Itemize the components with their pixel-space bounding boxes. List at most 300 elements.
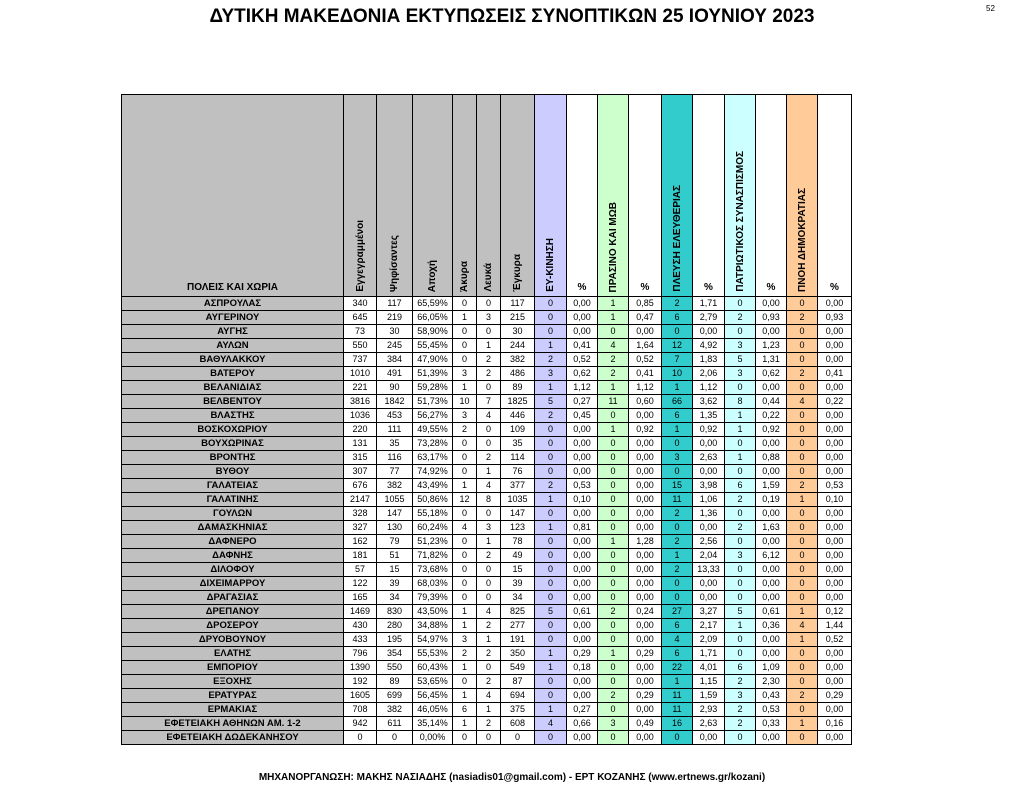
prasino-pct: 0,00 (629, 661, 662, 675)
blank-cell: 4 (477, 689, 501, 703)
invalid-cell: 1 (453, 479, 477, 493)
voted-cell: 111 (377, 423, 413, 437)
patriotikos-pct: 1,63 (756, 521, 787, 535)
plefsi-pct: 0,00 (693, 591, 725, 605)
table-row (122, 381, 852, 395)
table-row (122, 479, 852, 493)
prasino-pct: 0,00 (629, 619, 662, 633)
pnoi-pct: 0,00 (818, 423, 852, 437)
patriotikos-votes: 0 (725, 731, 756, 745)
ey-kinisi-pct: 0,81 (567, 521, 598, 535)
plefsi-votes: 16 (662, 717, 693, 731)
blank-cell: 4 (477, 605, 501, 619)
patriotikos-votes: 0 (725, 563, 756, 577)
prasino-pct: 0,00 (629, 633, 662, 647)
patriotikos-votes: 3 (725, 339, 756, 353)
ey-kinisi-votes: 0 (535, 325, 567, 339)
prasino-votes: 0 (598, 591, 629, 605)
registered-cell: 645 (344, 311, 377, 325)
plefsi-votes: 0 (662, 521, 693, 535)
pnoi-votes: 0 (787, 423, 818, 437)
pnoi-votes: 0 (787, 731, 818, 745)
patriotikos-votes: 5 (725, 353, 756, 367)
pnoi-pct: 0,00 (818, 563, 852, 577)
place-name: ΓΑΛΑΤΙΝΗΣ (122, 493, 344, 507)
invalid-cell: 0 (453, 339, 477, 353)
table-row (122, 605, 852, 619)
pnoi-votes: 0 (787, 703, 818, 717)
valid-cell: 147 (501, 507, 535, 521)
abstention-cell: 56,45% (413, 689, 453, 703)
blank-cell: 2 (477, 717, 501, 731)
pnoi-pct: 0,29 (818, 689, 852, 703)
patriotikos-votes: 2 (725, 717, 756, 731)
abstention-cell: 56,27% (413, 409, 453, 423)
invalid-cell: 1 (453, 619, 477, 633)
registered-cell: 708 (344, 703, 377, 717)
ey-kinisi-pct: 0,00 (567, 689, 598, 703)
prasino-votes: 0 (598, 633, 629, 647)
pnoi-pct: 0,00 (818, 339, 852, 353)
prasino-pct: 0,00 (629, 493, 662, 507)
plefsi-pct: 2,93 (693, 703, 725, 717)
registered-cell: 307 (344, 465, 377, 479)
prasino-votes: 0 (598, 563, 629, 577)
place-name: ΔΡΥΟΒΟΥΝΟΥ (122, 633, 344, 647)
ey-kinisi-votes: 0 (535, 633, 567, 647)
prasino-pct: 0,00 (629, 521, 662, 535)
pnoi-pct: 0,00 (818, 353, 852, 367)
pnoi-votes: 0 (787, 549, 818, 563)
registered-cell: 57 (344, 563, 377, 577)
abstention-cell: 55,18% (413, 507, 453, 521)
prasino-votes: 0 (598, 451, 629, 465)
ey-kinisi-votes: 1 (535, 703, 567, 717)
place-name: ΕΦΕΤΕΙΑΚΗ ΔΩΔΕΚΑΝΗΣΟΥ (122, 731, 344, 745)
place-name: ΑΥΓΗΣ (122, 325, 344, 339)
place-name: ΓΟΥΛΩΝ (122, 507, 344, 521)
header-abstention: Αποχή (413, 95, 453, 297)
invalid-cell: 1 (453, 717, 477, 731)
registered-cell: 122 (344, 577, 377, 591)
table-row (122, 297, 852, 311)
ey-kinisi-pct: 1,12 (567, 381, 598, 395)
valid-cell: 39 (501, 577, 535, 591)
ey-kinisi-pct: 0,00 (567, 675, 598, 689)
invalid-cell: 3 (453, 367, 477, 381)
ey-kinisi-pct: 0,00 (567, 549, 598, 563)
blank-cell: 2 (477, 451, 501, 465)
patriotikos-pct: 2,30 (756, 675, 787, 689)
prasino-votes: 1 (598, 297, 629, 311)
abstention-cell: 66,05% (413, 311, 453, 325)
ey-kinisi-votes: 0 (535, 675, 567, 689)
place-name: ΔΑΦΝΗΣ (122, 549, 344, 563)
ey-kinisi-pct: 0,00 (567, 619, 598, 633)
place-name: ΔΑΜΑΣΚΗΝΙΑΣ (122, 521, 344, 535)
pnoi-pct: 0,00 (818, 507, 852, 521)
patriotikos-votes: 0 (725, 297, 756, 311)
pnoi-pct: 0,53 (818, 479, 852, 493)
prasino-votes: 0 (598, 521, 629, 535)
table-row (122, 325, 852, 339)
valid-cell: 549 (501, 661, 535, 675)
header-pct: % (693, 95, 725, 297)
header-pct: % (629, 95, 662, 297)
ey-kinisi-votes: 0 (535, 591, 567, 605)
place-name: ΔΡΑΓΑΣΙΑΣ (122, 591, 344, 605)
pnoi-votes: 0 (787, 353, 818, 367)
table-row (122, 521, 852, 535)
patriotikos-pct: 6,12 (756, 549, 787, 563)
patriotikos-pct: 0,62 (756, 367, 787, 381)
prasino-votes: 0 (598, 493, 629, 507)
pnoi-votes: 0 (787, 521, 818, 535)
ey-kinisi-votes: 1 (535, 521, 567, 535)
valid-cell: 87 (501, 675, 535, 689)
registered-cell: 340 (344, 297, 377, 311)
valid-cell: 1825 (501, 395, 535, 409)
place-name: ΕΦΕΤΕΙΑΚΗ ΑΘΗΝΩΝ ΑΜ. 1-2 (122, 717, 344, 731)
prasino-pct: 0,92 (629, 423, 662, 437)
table-row (122, 353, 852, 367)
patriotikos-pct: 0,33 (756, 717, 787, 731)
pnoi-pct: 0,00 (818, 591, 852, 605)
pnoi-votes: 0 (787, 577, 818, 591)
voted-cell: 51 (377, 549, 413, 563)
voted-cell: 39 (377, 577, 413, 591)
ey-kinisi-votes: 2 (535, 353, 567, 367)
plefsi-pct: 2,63 (693, 717, 725, 731)
patriotikos-votes: 0 (725, 633, 756, 647)
place-name: ΒΕΛΑΝΙΔΙΑΣ (122, 381, 344, 395)
prasino-votes: 2 (598, 367, 629, 381)
patriotikos-pct: 0,00 (756, 535, 787, 549)
pnoi-votes: 0 (787, 409, 818, 423)
page-number: 52 (986, 4, 995, 13)
table-row (122, 507, 852, 521)
prasino-pct: 0,60 (629, 395, 662, 409)
plefsi-votes: 7 (662, 353, 693, 367)
pnoi-pct: 0,00 (818, 703, 852, 717)
valid-cell: 76 (501, 465, 535, 479)
plefsi-pct: 0,00 (693, 521, 725, 535)
voted-cell: 354 (377, 647, 413, 661)
prasino-votes: 2 (598, 689, 629, 703)
prasino-pct: 0,49 (629, 717, 662, 731)
abstention-cell: 73,28% (413, 437, 453, 451)
voted-cell: 30 (377, 325, 413, 339)
plefsi-votes: 11 (662, 703, 693, 717)
plefsi-pct: 1,59 (693, 689, 725, 703)
plefsi-votes: 0 (662, 465, 693, 479)
blank-cell: 4 (477, 479, 501, 493)
table-row (122, 647, 852, 661)
table-row (122, 633, 852, 647)
table-row (122, 619, 852, 633)
patriotikos-pct: 0,00 (756, 563, 787, 577)
voted-cell: 382 (377, 479, 413, 493)
ey-kinisi-pct: 0,00 (567, 535, 598, 549)
pnoi-pct: 0,00 (818, 297, 852, 311)
abstention-cell: 71,82% (413, 549, 453, 563)
registered-cell: 73 (344, 325, 377, 339)
voted-cell: 1842 (377, 395, 413, 409)
prasino-pct: 0,41 (629, 367, 662, 381)
registered-cell: 220 (344, 423, 377, 437)
pnoi-votes: 0 (787, 325, 818, 339)
plefsi-pct: 13,33 (693, 563, 725, 577)
plefsi-votes: 2 (662, 297, 693, 311)
place-name: ΔΡΕΠΑΝΟΥ (122, 605, 344, 619)
plefsi-votes: 0 (662, 437, 693, 451)
prasino-pct: 0,24 (629, 605, 662, 619)
registered-cell: 796 (344, 647, 377, 661)
invalid-cell: 10 (453, 395, 477, 409)
header-patriotikos: ΠΑΤΡΙΩΤΙΚΟΣ ΣΥΝΑΣΠΙΣΜΟΣ (725, 95, 756, 297)
invalid-cell: 3 (453, 633, 477, 647)
voted-cell: 382 (377, 703, 413, 717)
abstention-cell: 51,73% (413, 395, 453, 409)
invalid-cell: 2 (453, 423, 477, 437)
ey-kinisi-pct: 0,00 (567, 465, 598, 479)
pnoi-votes: 4 (787, 395, 818, 409)
ey-kinisi-pct: 0,00 (567, 451, 598, 465)
plefsi-votes: 0 (662, 325, 693, 339)
place-name: ΑΥΓΕΡΙΝΟΥ (122, 311, 344, 325)
plefsi-pct: 0,00 (693, 325, 725, 339)
ey-kinisi-votes: 0 (535, 465, 567, 479)
valid-cell: 244 (501, 339, 535, 353)
patriotikos-votes: 3 (725, 689, 756, 703)
blank-cell: 7 (477, 395, 501, 409)
plefsi-votes: 11 (662, 689, 693, 703)
blank-cell: 2 (477, 675, 501, 689)
ey-kinisi-pct: 0,00 (567, 311, 598, 325)
pnoi-votes: 4 (787, 619, 818, 633)
valid-cell: 15 (501, 563, 535, 577)
invalid-cell: 0 (453, 465, 477, 479)
ey-kinisi-votes: 0 (535, 437, 567, 451)
registered-cell: 181 (344, 549, 377, 563)
ey-kinisi-pct: 0,10 (567, 493, 598, 507)
abstention-cell: 35,14% (413, 717, 453, 731)
patriotikos-pct: 0,00 (756, 577, 787, 591)
patriotikos-votes: 8 (725, 395, 756, 409)
blank-cell: 8 (477, 493, 501, 507)
registered-cell: 942 (344, 717, 377, 731)
abstention-cell: 73,68% (413, 563, 453, 577)
ey-kinisi-pct: 0,27 (567, 395, 598, 409)
plefsi-pct: 2,79 (693, 311, 725, 325)
header-places: ΠΟΛΕΙΣ ΚΑΙ ΧΩΡΙΑ (122, 95, 344, 297)
valid-cell: 89 (501, 381, 535, 395)
prasino-pct: 0,00 (629, 563, 662, 577)
header-invalid: Άκυρα (453, 95, 477, 297)
abstention-cell: 47,90% (413, 353, 453, 367)
registered-cell: 165 (344, 591, 377, 605)
voted-cell: 117 (377, 297, 413, 311)
prasino-votes: 0 (598, 661, 629, 675)
ey-kinisi-pct: 0,27 (567, 703, 598, 717)
prasino-votes: 0 (598, 409, 629, 423)
place-name: ΔΙΧΕΙΜΑΡΡΟΥ (122, 577, 344, 591)
blank-cell: 2 (477, 647, 501, 661)
blank-cell: 1 (477, 535, 501, 549)
blank-cell: 0 (477, 325, 501, 339)
plefsi-votes: 6 (662, 311, 693, 325)
pnoi-pct: 0,41 (818, 367, 852, 381)
voted-cell: 699 (377, 689, 413, 703)
registered-cell: 1469 (344, 605, 377, 619)
ey-kinisi-pct: 0,41 (567, 339, 598, 353)
abstention-cell: 60,24% (413, 521, 453, 535)
pnoi-pct: 0,00 (818, 549, 852, 563)
plefsi-pct: 3,62 (693, 395, 725, 409)
plefsi-pct: 4,92 (693, 339, 725, 353)
voted-cell: 147 (377, 507, 413, 521)
voted-cell: 89 (377, 675, 413, 689)
blank-cell: 1 (477, 703, 501, 717)
table-row (122, 689, 852, 703)
voted-cell: 245 (377, 339, 413, 353)
prasino-pct: 0,00 (629, 437, 662, 451)
header-voted: Ψηφίσαντες (377, 95, 413, 297)
invalid-cell: 4 (453, 521, 477, 535)
pnoi-votes: 2 (787, 311, 818, 325)
ey-kinisi-votes: 5 (535, 395, 567, 409)
pnoi-pct: 0,22 (818, 395, 852, 409)
place-name: ΒΟΥΧΩΡΙΝΑΣ (122, 437, 344, 451)
ey-kinisi-pct: 0,29 (567, 647, 598, 661)
valid-cell: 608 (501, 717, 535, 731)
patriotikos-votes: 0 (725, 591, 756, 605)
registered-cell: 328 (344, 507, 377, 521)
patriotikos-votes: 6 (725, 661, 756, 675)
invalid-cell: 0 (453, 563, 477, 577)
pnoi-pct: 0,16 (818, 717, 852, 731)
ey-kinisi-votes: 3 (535, 367, 567, 381)
pnoi-votes: 1 (787, 605, 818, 619)
blank-cell: 0 (477, 591, 501, 605)
header-pct: % (756, 95, 787, 297)
table-row (122, 703, 852, 717)
place-name: ΑΥΛΩΝ (122, 339, 344, 353)
patriotikos-votes: 0 (725, 577, 756, 591)
blank-cell: 0 (477, 381, 501, 395)
place-name: ΕΛΑΤΗΣ (122, 647, 344, 661)
blank-cell: 0 (477, 661, 501, 675)
valid-cell: 34 (501, 591, 535, 605)
pnoi-votes: 0 (787, 297, 818, 311)
registered-cell: 1605 (344, 689, 377, 703)
plefsi-pct: 1,36 (693, 507, 725, 521)
registered-cell: 315 (344, 451, 377, 465)
pnoi-pct: 0,10 (818, 493, 852, 507)
ey-kinisi-votes: 0 (535, 311, 567, 325)
voted-cell: 77 (377, 465, 413, 479)
voted-cell: 453 (377, 409, 413, 423)
pnoi-pct: 0,00 (818, 647, 852, 661)
patriotikos-pct: 0,36 (756, 619, 787, 633)
pnoi-votes: 0 (787, 507, 818, 521)
abstention-cell: 59,28% (413, 381, 453, 395)
prasino-pct: 0,00 (629, 409, 662, 423)
prasino-pct: 0,00 (629, 731, 662, 745)
blank-cell: 0 (477, 731, 501, 745)
table-row (122, 591, 852, 605)
place-name: ΕΡΑΤΥΡΑΣ (122, 689, 344, 703)
table-row (122, 409, 852, 423)
plefsi-pct: 0,00 (693, 437, 725, 451)
table-row (122, 451, 852, 465)
invalid-cell: 0 (453, 591, 477, 605)
pnoi-votes: 0 (787, 675, 818, 689)
registered-cell: 1036 (344, 409, 377, 423)
plefsi-votes: 27 (662, 605, 693, 619)
plefsi-pct: 2,56 (693, 535, 725, 549)
pnoi-votes: 2 (787, 479, 818, 493)
prasino-pct: 0,00 (629, 549, 662, 563)
place-name: ΒΟΣΚΟΧΩΡΙΟΥ (122, 423, 344, 437)
ey-kinisi-pct: 0,00 (567, 591, 598, 605)
prasino-pct: 1,64 (629, 339, 662, 353)
ey-kinisi-votes: 4 (535, 717, 567, 731)
plefsi-votes: 4 (662, 633, 693, 647)
pnoi-pct: 0,00 (818, 451, 852, 465)
registered-cell: 131 (344, 437, 377, 451)
results-table (121, 94, 852, 745)
table-row (122, 563, 852, 577)
patriotikos-votes: 3 (725, 367, 756, 381)
plefsi-votes: 0 (662, 577, 693, 591)
plefsi-votes: 12 (662, 339, 693, 353)
patriotikos-pct: 1,59 (756, 479, 787, 493)
blank-cell: 4 (477, 409, 501, 423)
abstention-cell: 34,88% (413, 619, 453, 633)
pnoi-votes: 0 (787, 535, 818, 549)
patriotikos-pct: 0,00 (756, 731, 787, 745)
plefsi-pct: 1,06 (693, 493, 725, 507)
patriotikos-pct: 0,00 (756, 325, 787, 339)
ey-kinisi-votes: 2 (535, 409, 567, 423)
blank-cell: 0 (477, 507, 501, 521)
valid-cell: 277 (501, 619, 535, 633)
ey-kinisi-pct: 0,00 (567, 633, 598, 647)
abstention-cell: 74,92% (413, 465, 453, 479)
pnoi-votes: 1 (787, 493, 818, 507)
pnoi-pct: 0,00 (818, 661, 852, 675)
registered-cell: 676 (344, 479, 377, 493)
valid-cell: 114 (501, 451, 535, 465)
ey-kinisi-pct: 0,00 (567, 297, 598, 311)
plefsi-votes: 6 (662, 409, 693, 423)
abstention-cell: 51,23% (413, 535, 453, 549)
invalid-cell: 3 (453, 409, 477, 423)
prasino-pct: 0,00 (629, 577, 662, 591)
prasino-votes: 0 (598, 437, 629, 451)
pnoi-pct: 0,00 (818, 381, 852, 395)
plefsi-votes: 0 (662, 731, 693, 745)
abstention-cell: 43,49% (413, 479, 453, 493)
plefsi-pct: 1,71 (693, 297, 725, 311)
header-prasino: ΠΡΑΣΙΝΟ ΚΑΙ ΜΩΒ (598, 95, 629, 297)
patriotikos-votes: 1 (725, 451, 756, 465)
place-name: ΔΙΛΟΦΟΥ (122, 563, 344, 577)
ey-kinisi-pct: 0,00 (567, 731, 598, 745)
patriotikos-votes: 1 (725, 409, 756, 423)
ey-kinisi-votes: 0 (535, 563, 567, 577)
